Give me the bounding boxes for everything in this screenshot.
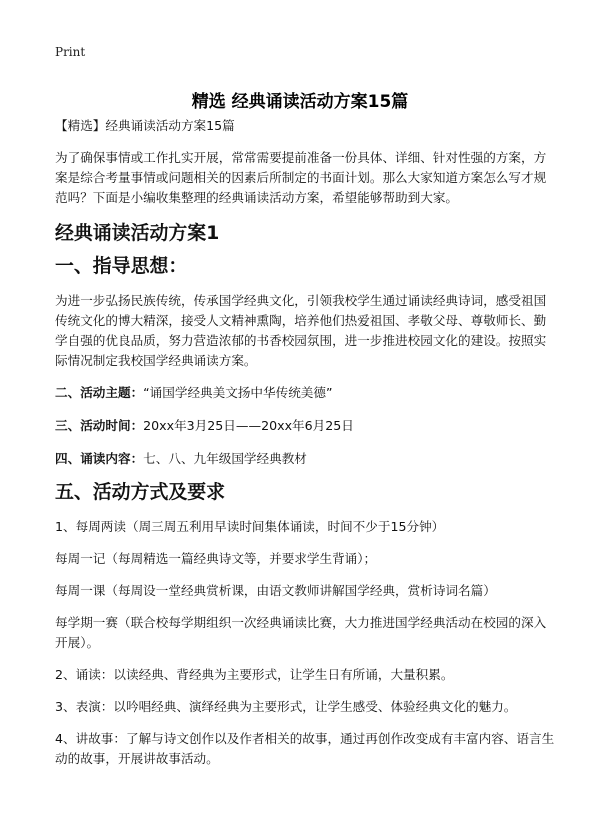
list-item: 2、诵读：以读经典、背经典为主要形式，让学生日有所诵，大量积累。	[55, 667, 454, 682]
guiding-heading: 一、指导思想：	[55, 255, 188, 277]
content-text: 七、八、九年级国学经典教材	[143, 451, 307, 466]
theme-heading: 二、活动主题：	[55, 385, 144, 400]
page-title: 精选 经典诵读活动方案15篇	[191, 92, 409, 113]
intro-paragraph: 为了确保事情或工作扎实开展，常常需要提前准备一份具体、详细、针对性强的方案，方案是综合考量事情或问题相关的因素后所制定的书面计划。那么大家知道方案怎么写才规范吗？下面是小编收集整理的经典诵读活动方案，希望能够帮助到大家。	[55, 150, 547, 205]
theme-text: “诵国学经典美文扬中华传统美德”	[143, 385, 333, 400]
content-line	[55, 449, 555, 469]
document-subtitle: 【精选】经典诵读活动方案15篇	[55, 118, 235, 133]
time-heading: 三、活动时间：	[55, 418, 144, 433]
list-item: 每周一课（每周设一堂经典赏析课，由语文教师讲解国学经典，赏析诗词名篇）	[55, 583, 496, 598]
list-item: 4、讲故事：了解与诗文创作以及作者相关的故事，通过再创作改变成有丰富内容、语言生动的故事，开展讲故事活动。	[55, 731, 555, 766]
print-label: Print	[55, 45, 86, 59]
content-heading: 四、诵读内容：	[55, 451, 144, 466]
theme-line	[55, 383, 555, 403]
section-title: 经典诵读活动方案1	[55, 222, 220, 244]
time-line	[55, 416, 555, 436]
list-item: 3、表演：以吟唱经典、演绎经典为主要形式，让学生感受、体验经典文化的魅力。	[55, 699, 517, 714]
list-item: 1、每周两读（周三周五利用早读时间集体诵读，时间不少于15分钟）	[55, 519, 445, 534]
guiding-paragraph: 为进一步弘扬民族传统，传承国学经典文化，引领我校学生通过诵读经典诗词，感受祖国传统文化的博大精深，接受人文精神熏陶，培养他们热爱祖国、孝敬父母、尊敬师长、勤学自强的优良品质，努力营造浓郁的书香校园氛围，进一步推进校园文化的建设。按照实际情况制定我校国学经典诵读方案。	[55, 293, 547, 368]
method-heading: 五、活动方式及要求	[55, 481, 226, 503]
list-item: 每学期一赛（联合校每学期组织一次经典诵读比赛，大力推进国学经典活动在校园的深入开展）。	[55, 615, 547, 650]
document-body	[55, 116, 555, 781]
time-text: 20xx年3月25日——20xx年6月25日	[143, 418, 354, 433]
list-item: 每周一记（每周精选一篇经典诗文等，并要求学生背诵）；	[55, 551, 377, 566]
